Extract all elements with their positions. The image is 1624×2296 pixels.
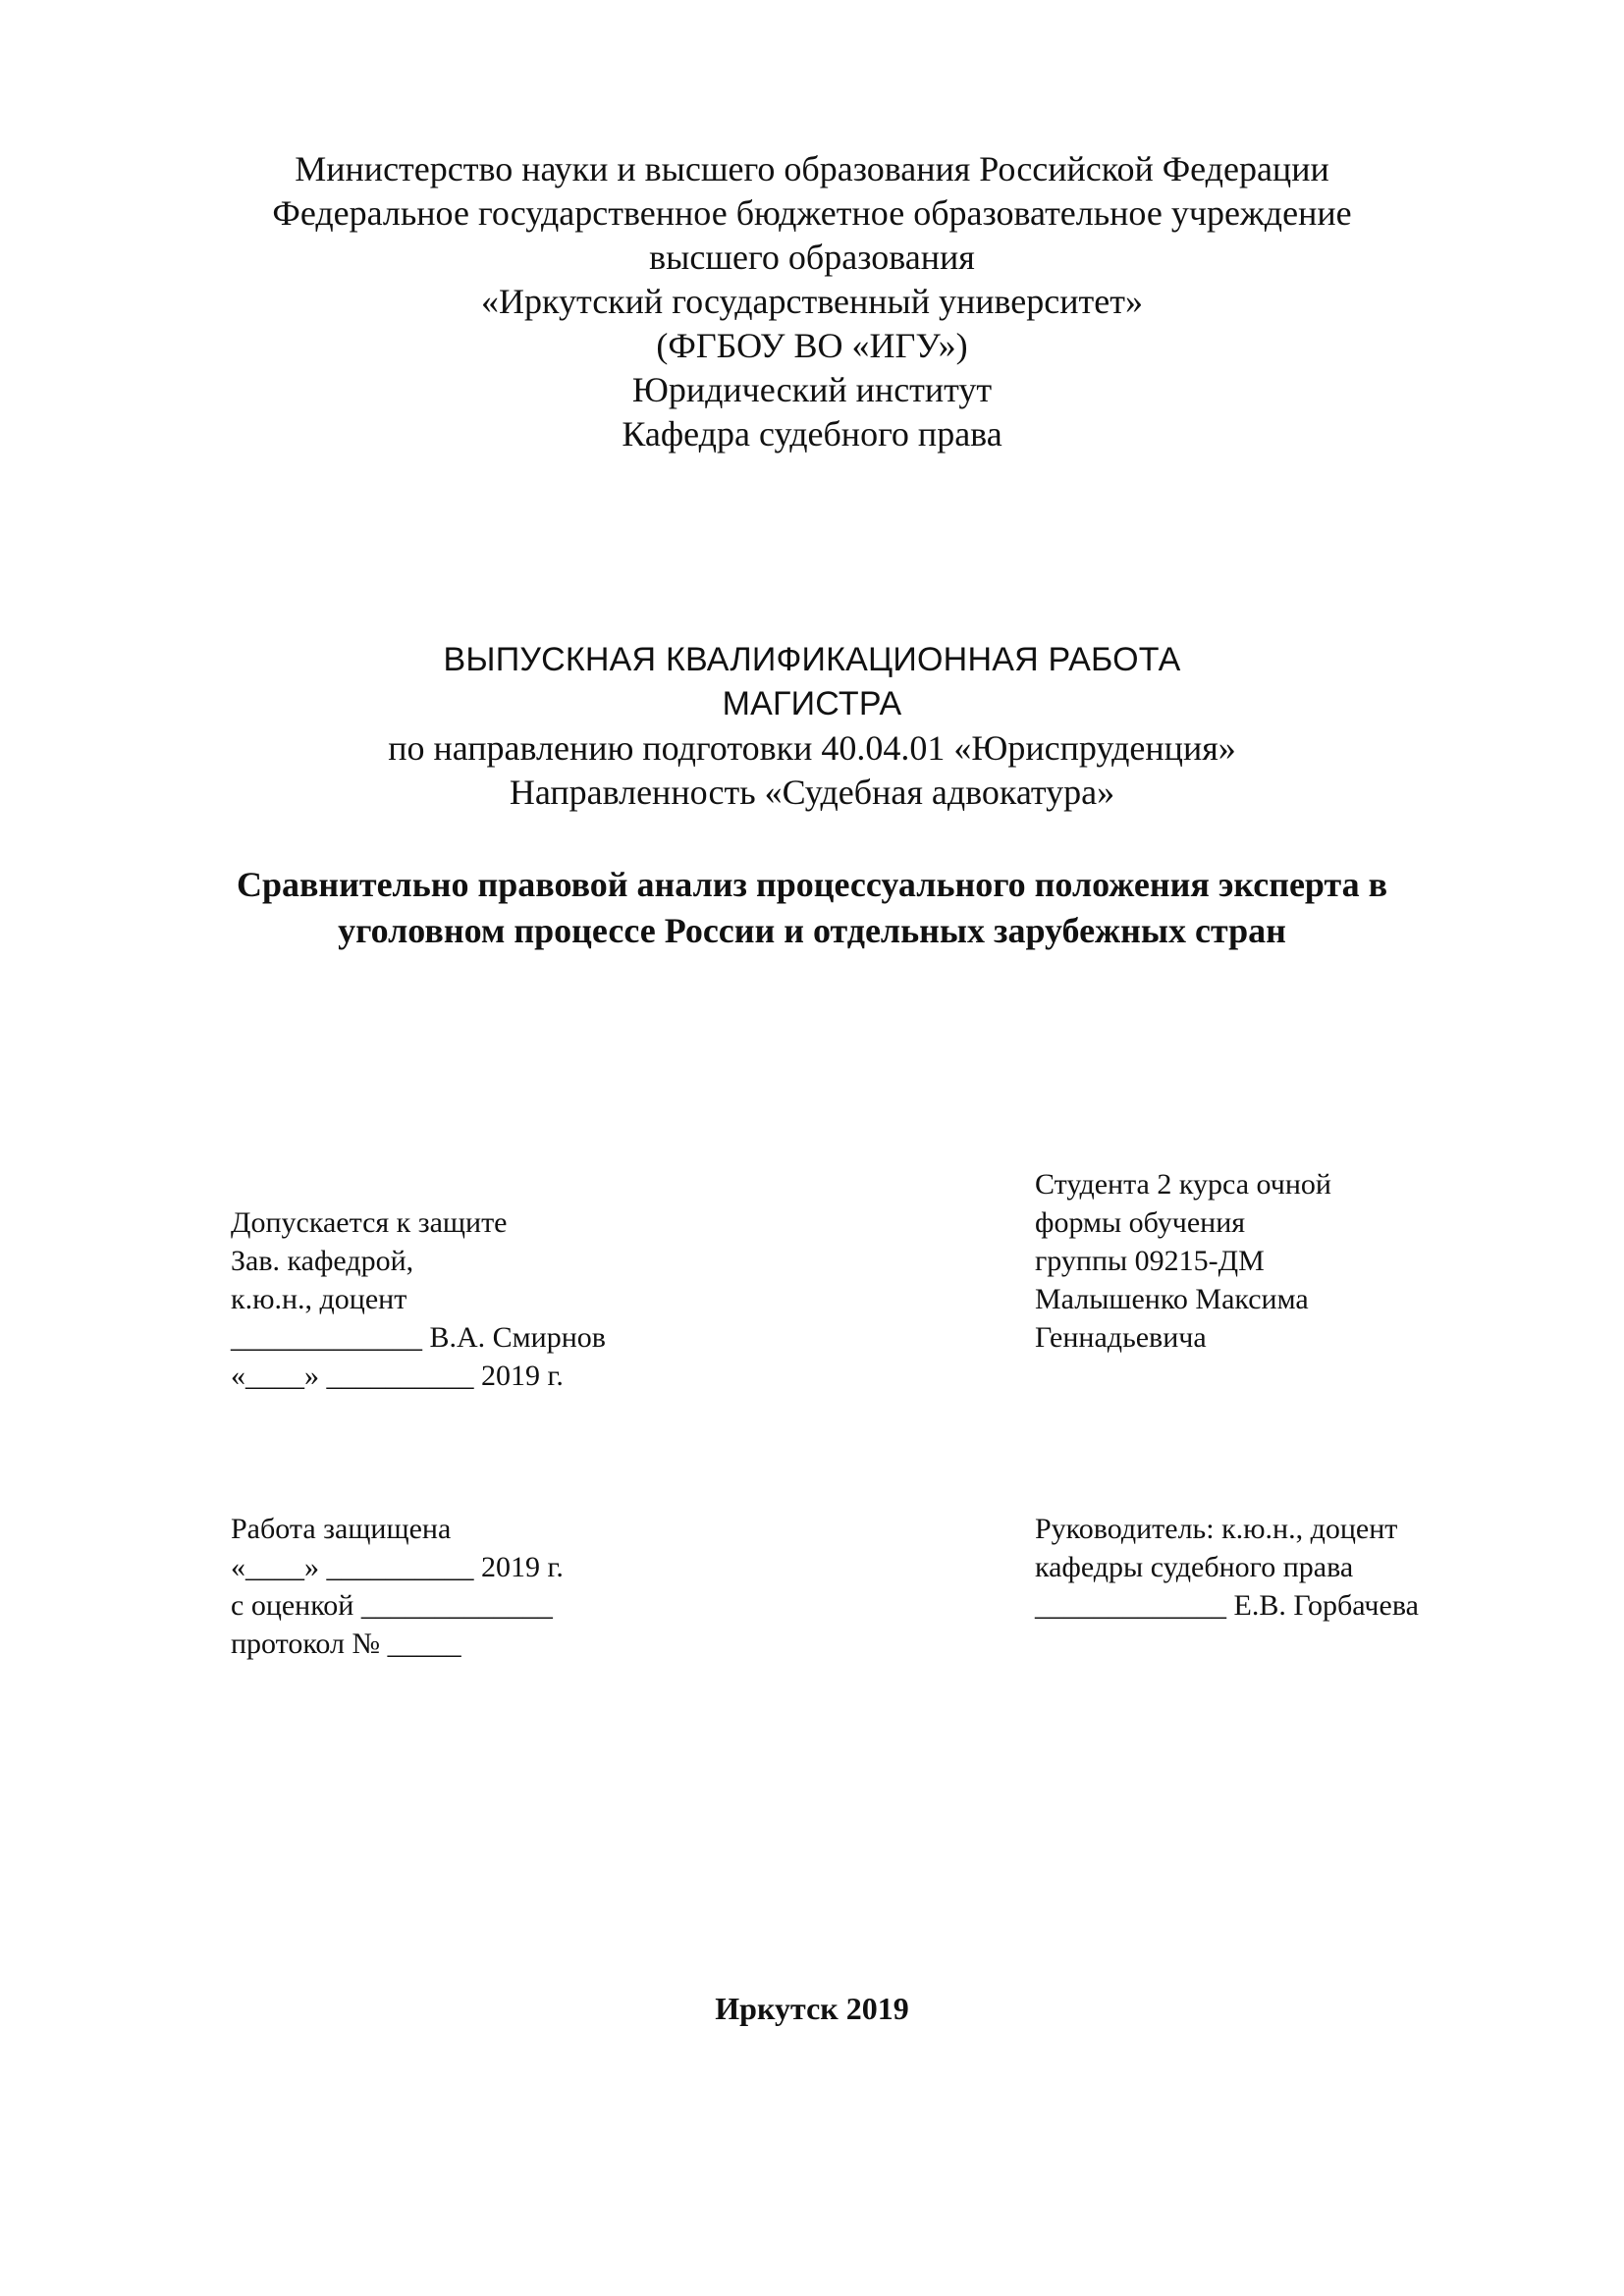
defense-grade-line: с оценкой _____________ [231,1589,553,1622]
head-of-department-line: Зав. кафедрой, [231,1245,414,1277]
university-name: «Иркутский государственный университет» [481,282,1143,321]
student-name-line: Малышенко Максима [1035,1283,1309,1315]
defense-protocol-line: протокол № _____ [231,1628,461,1660]
institution-type-line: Федеральное государственное бюджетное образовательное учреждение [272,193,1352,233]
city-year: Иркутск 2019 [715,1991,909,2026]
university-abbreviation: (ФГБОУ ВО «ИГУ») [656,326,968,365]
student-group-line: группы 09215-ДМ [1035,1245,1265,1277]
institute-name: Юридический институт [631,370,993,409]
student-patronymic-line: Геннадьевича [1035,1321,1207,1354]
ministry-line: Министерство науки и высшего образования Российской Федерации [295,149,1329,188]
admission-block [231,1203,606,1395]
work-type-block [0,638,1624,815]
supervisor-title-line: Руководитель: к.ю.н., доцент [1035,1513,1398,1545]
supervisor-department-line: кафедры судебного права [1035,1551,1354,1583]
defense-status-line: Работа защищена [231,1513,452,1545]
study-focus: Направленность «Судебная адвокатура» [509,773,1115,812]
education-level-line: высшего образования [649,238,975,277]
thesis-title-line-1: Сравнительно правовой анализ процессуального положения эксперта в [236,865,1388,904]
student-course-line: Студента 2 курса очной [1035,1168,1331,1201]
admission-line: Допускается к защите [231,1206,508,1239]
thesis-title [0,862,1624,954]
institution-header [0,147,1624,456]
head-degree-line: к.ю.н., доцент [231,1283,407,1315]
thesis-title-line-2: уголовном процессе России и отдельных зарубежных стран [338,911,1286,950]
head-signature-line: _____________ В.А. Смирнов [231,1321,606,1354]
work-type-line-2: МАГИСТРА [722,685,902,722]
department-name: Кафедра судебного права [622,414,1002,454]
student-form-line: формы обучения [1035,1206,1246,1239]
supervisor-signature-line: _____________ Е.В. Горбачева [1035,1589,1419,1622]
study-direction: по направлению подготовки 40.04.01 «Юриспруденция» [388,728,1236,768]
supervisor-block [1035,1510,1419,1625]
student-block [1035,1165,1331,1357]
defense-date-line: «____» __________ 2019 г. [231,1551,564,1583]
defense-block [231,1510,564,1663]
work-type-line-1: ВЫПУСКНАЯ КВАЛИФИКАЦИОННАЯ РАБОТА [443,641,1181,678]
admission-date-line: «____» __________ 2019 г. [231,1360,564,1392]
